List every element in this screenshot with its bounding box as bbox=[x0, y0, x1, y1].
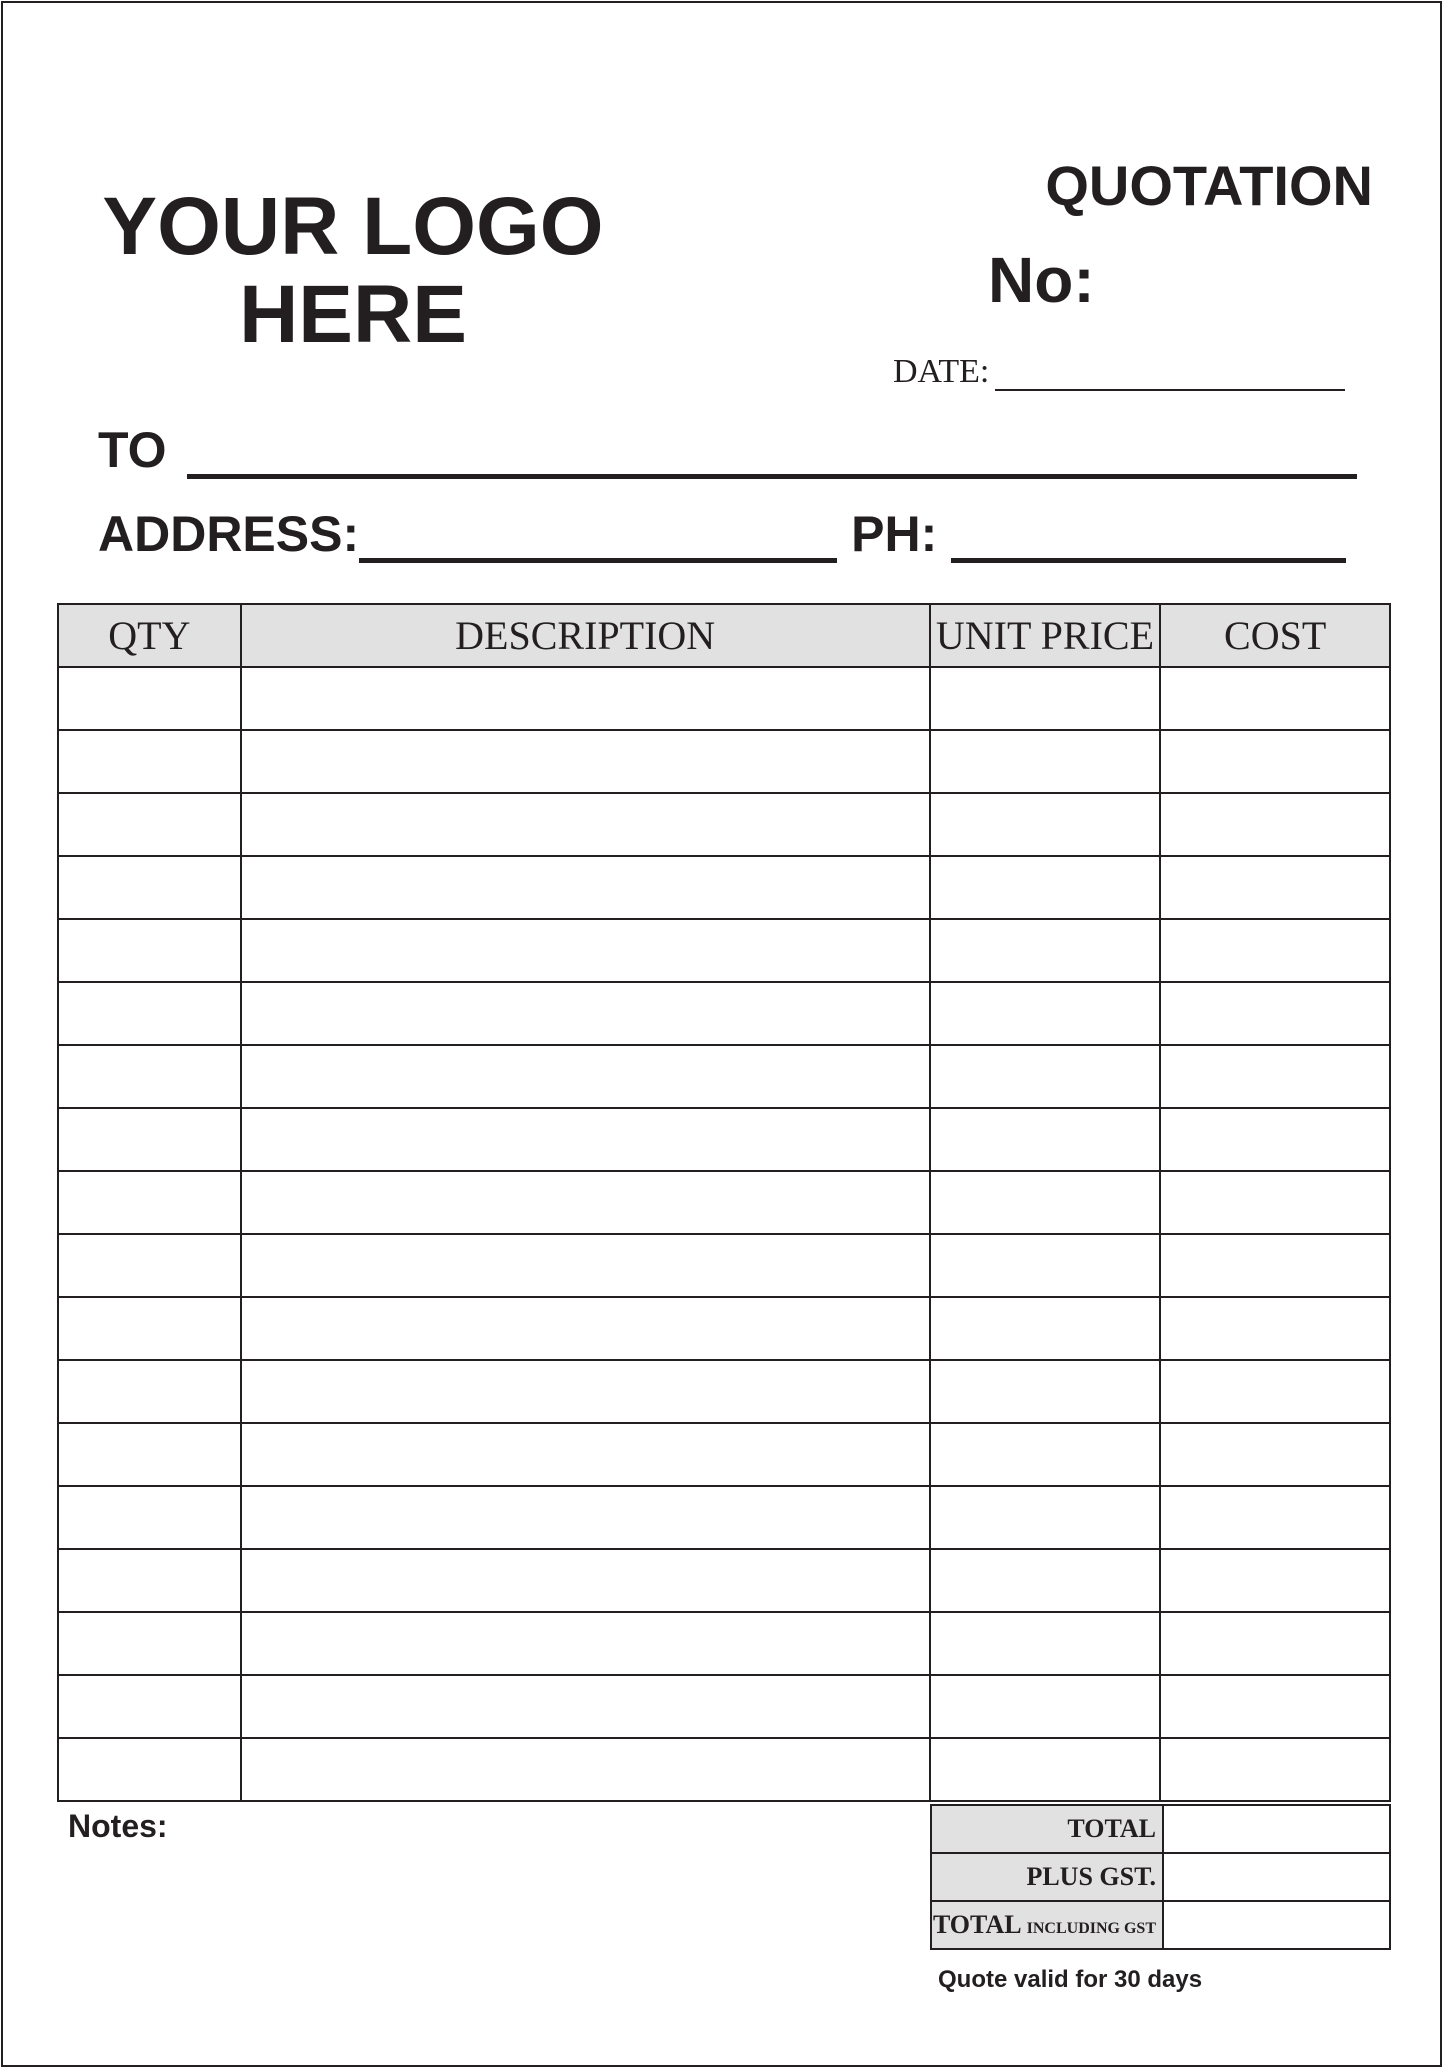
qty-cell[interactable] bbox=[58, 1486, 241, 1549]
qty-cell[interactable] bbox=[58, 793, 241, 856]
qty-cell[interactable] bbox=[58, 1738, 241, 1801]
unit-price-cell[interactable] bbox=[930, 1297, 1161, 1360]
description-cell[interactable] bbox=[241, 1486, 930, 1549]
description-cell[interactable] bbox=[241, 1171, 930, 1234]
document-title: QUOTATION bbox=[1045, 154, 1373, 217]
table-row bbox=[58, 1045, 1390, 1108]
table-row bbox=[58, 730, 1390, 793]
qty-cell[interactable] bbox=[58, 1234, 241, 1297]
unit-price-cell[interactable] bbox=[930, 856, 1161, 919]
total-row bbox=[931, 1805, 1390, 1853]
table-row bbox=[58, 1108, 1390, 1171]
unit-price-cell[interactable] bbox=[930, 1738, 1161, 1801]
cost-cell[interactable] bbox=[1160, 1297, 1390, 1360]
table-row bbox=[58, 1675, 1390, 1738]
logo-placeholder bbox=[63, 183, 643, 359]
table-header-row bbox=[58, 604, 1390, 667]
cost-cell[interactable] bbox=[1160, 1108, 1390, 1171]
table-row bbox=[58, 1171, 1390, 1234]
to-field[interactable] bbox=[187, 434, 1357, 479]
table-row bbox=[58, 1738, 1390, 1801]
line-items-table bbox=[57, 603, 1391, 1802]
quote-number-label: No: bbox=[988, 244, 1095, 316]
qty-cell[interactable] bbox=[58, 919, 241, 982]
address-field[interactable] bbox=[359, 518, 837, 563]
qty-cell[interactable] bbox=[58, 1549, 241, 1612]
unit-price-cell[interactable] bbox=[930, 730, 1161, 793]
description-cell[interactable] bbox=[241, 667, 930, 730]
total-value-cell[interactable] bbox=[1163, 1805, 1390, 1853]
unit-price-cell[interactable] bbox=[930, 1612, 1161, 1675]
qty-cell[interactable] bbox=[58, 1108, 241, 1171]
qty-cell[interactable] bbox=[58, 1675, 241, 1738]
cost-cell[interactable] bbox=[1160, 1549, 1390, 1612]
cost-cell[interactable] bbox=[1160, 1045, 1390, 1108]
total-including-gst-label bbox=[931, 1901, 1163, 1949]
description-cell[interactable] bbox=[241, 1612, 930, 1675]
unit-price-cell[interactable] bbox=[930, 1549, 1161, 1612]
total-including-gst-main: TOTAL bbox=[932, 1910, 1021, 1939]
total-incl-gst-value-cell[interactable] bbox=[1163, 1901, 1390, 1949]
description-cell[interactable] bbox=[241, 919, 930, 982]
description-cell[interactable] bbox=[241, 1423, 930, 1486]
description-cell[interactable] bbox=[241, 982, 930, 1045]
unit-price-cell[interactable] bbox=[930, 1423, 1161, 1486]
table-row bbox=[58, 982, 1390, 1045]
cost-cell[interactable] bbox=[1160, 1234, 1390, 1297]
unit-price-cell[interactable] bbox=[930, 667, 1161, 730]
cost-cell[interactable] bbox=[1160, 1675, 1390, 1738]
plus-gst-label: PLUS GST. bbox=[931, 1853, 1163, 1901]
description-cell[interactable] bbox=[241, 1234, 930, 1297]
unit-price-cell[interactable] bbox=[930, 982, 1161, 1045]
cost-cell[interactable] bbox=[1160, 1612, 1390, 1675]
qty-cell[interactable] bbox=[58, 1612, 241, 1675]
quote-validity-note: Quote valid for 30 days bbox=[938, 1966, 1203, 1993]
table-row bbox=[58, 1234, 1390, 1297]
table-row bbox=[58, 1360, 1390, 1423]
table-row bbox=[58, 919, 1390, 982]
cost-cell[interactable] bbox=[1160, 1738, 1390, 1801]
gst-value-cell[interactable] bbox=[1163, 1853, 1390, 1901]
cost-cell[interactable] bbox=[1160, 1171, 1390, 1234]
qty-cell[interactable] bbox=[58, 1423, 241, 1486]
qty-cell[interactable] bbox=[58, 982, 241, 1045]
cost-cell[interactable] bbox=[1160, 1360, 1390, 1423]
cost-cell[interactable] bbox=[1160, 919, 1390, 982]
qty-cell[interactable] bbox=[58, 730, 241, 793]
cost-cell[interactable] bbox=[1160, 982, 1390, 1045]
cost-cell[interactable] bbox=[1160, 1486, 1390, 1549]
qty-cell[interactable] bbox=[58, 856, 241, 919]
logo-line-1: YOUR LOGO bbox=[102, 181, 604, 272]
column-header-description: DESCRIPTION bbox=[241, 604, 930, 667]
description-cell[interactable] bbox=[241, 1297, 930, 1360]
table-row bbox=[58, 1423, 1390, 1486]
gst-row bbox=[931, 1853, 1390, 1901]
notes-label: Notes: bbox=[68, 1808, 168, 1844]
table-row bbox=[58, 793, 1390, 856]
description-cell[interactable] bbox=[241, 793, 930, 856]
table-row bbox=[58, 856, 1390, 919]
description-cell[interactable] bbox=[241, 1738, 930, 1801]
to-row bbox=[98, 421, 1357, 479]
address-row bbox=[98, 505, 1346, 563]
unit-price-cell[interactable] bbox=[930, 1675, 1161, 1738]
phone-label: PH: bbox=[851, 506, 938, 562]
unit-price-cell[interactable] bbox=[930, 1045, 1161, 1108]
logo-line-2: HERE bbox=[239, 269, 467, 360]
description-cell[interactable] bbox=[241, 1108, 930, 1171]
qty-cell[interactable] bbox=[58, 1360, 241, 1423]
qty-cell[interactable] bbox=[58, 1171, 241, 1234]
unit-price-cell[interactable] bbox=[930, 1360, 1161, 1423]
cost-cell[interactable] bbox=[1160, 856, 1390, 919]
date-label: DATE: bbox=[893, 353, 990, 390]
unit-price-cell[interactable] bbox=[930, 1486, 1161, 1549]
date-field[interactable] bbox=[995, 359, 1345, 391]
column-header-qty: QTY bbox=[58, 604, 241, 667]
unit-price-cell[interactable] bbox=[930, 793, 1161, 856]
unit-price-cell[interactable] bbox=[930, 1234, 1161, 1297]
description-cell[interactable] bbox=[241, 856, 930, 919]
description-cell[interactable] bbox=[241, 730, 930, 793]
table-row bbox=[58, 1612, 1390, 1675]
description-cell[interactable] bbox=[241, 1360, 930, 1423]
column-header-cost: COST bbox=[1160, 604, 1390, 667]
description-cell[interactable] bbox=[241, 1549, 930, 1612]
cost-cell[interactable] bbox=[1160, 1423, 1390, 1486]
qty-cell[interactable] bbox=[58, 1045, 241, 1108]
total-incl-gst-row bbox=[931, 1901, 1390, 1949]
totals-table bbox=[930, 1804, 1391, 1950]
total-including-gst-small: INCLUDING GST bbox=[1026, 1920, 1156, 1937]
table-row bbox=[58, 667, 1390, 730]
quotation-form bbox=[1, 1, 1442, 2067]
table-row bbox=[58, 1486, 1390, 1549]
date-row bbox=[893, 353, 1345, 391]
cost-cell[interactable] bbox=[1160, 667, 1390, 730]
address-label: ADDRESS: bbox=[98, 506, 360, 562]
to-label: TO bbox=[98, 422, 167, 478]
qty-cell[interactable] bbox=[58, 1297, 241, 1360]
table-row bbox=[58, 1549, 1390, 1612]
table-row bbox=[58, 1297, 1390, 1360]
column-header-unit-price: UNIT PRICE bbox=[930, 604, 1161, 667]
cost-cell[interactable] bbox=[1160, 730, 1390, 793]
unit-price-cell[interactable] bbox=[930, 1171, 1161, 1234]
unit-price-cell[interactable] bbox=[930, 1108, 1161, 1171]
total-label: TOTAL bbox=[931, 1805, 1163, 1853]
cost-cell[interactable] bbox=[1160, 793, 1390, 856]
unit-price-cell[interactable] bbox=[930, 919, 1161, 982]
description-cell[interactable] bbox=[241, 1675, 930, 1738]
description-cell[interactable] bbox=[241, 1045, 930, 1108]
qty-cell[interactable] bbox=[58, 667, 241, 730]
phone-field[interactable] bbox=[951, 518, 1346, 563]
